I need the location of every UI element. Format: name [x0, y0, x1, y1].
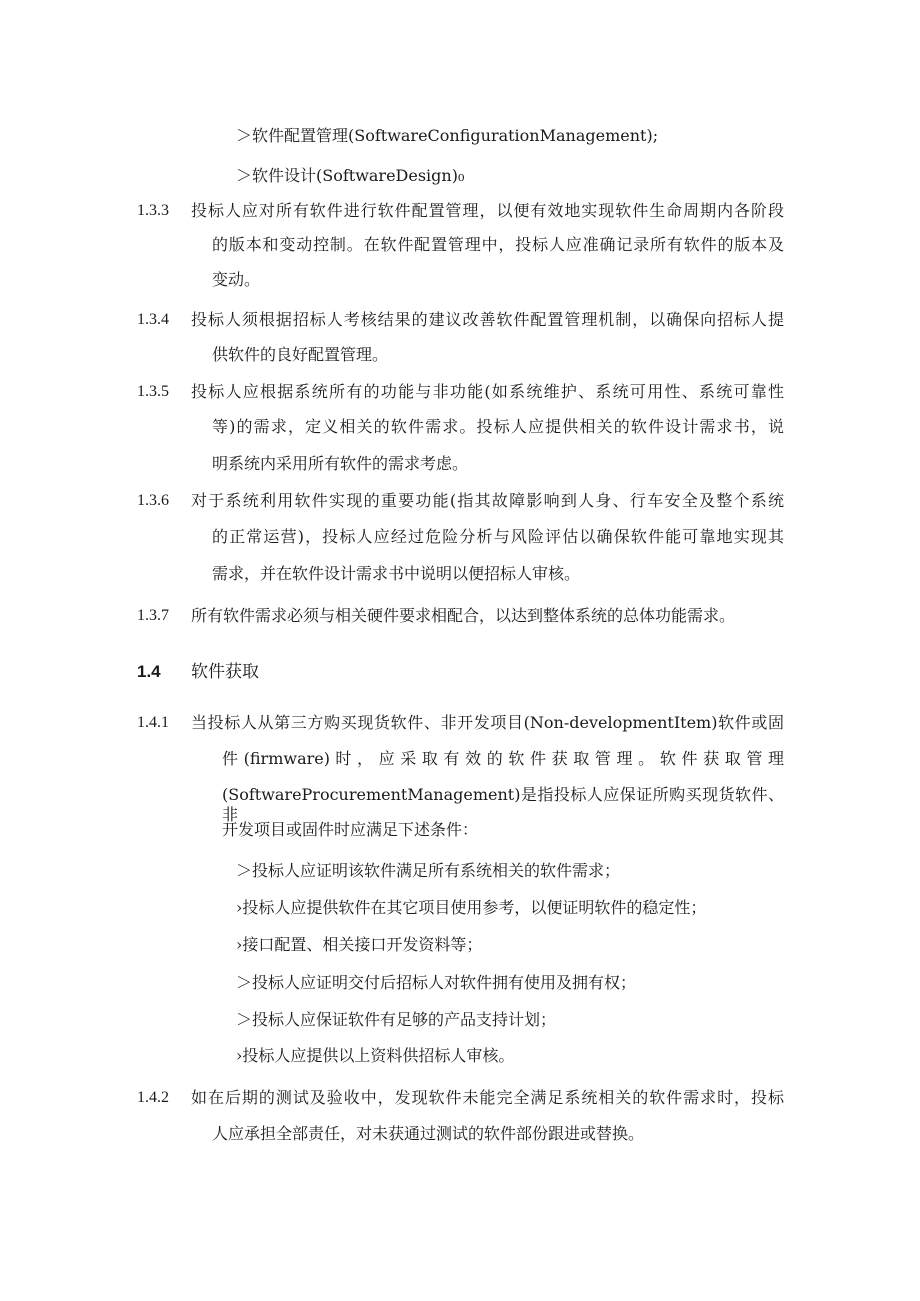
clause-1-4-1-line: 件 (firmware) 时 ， 应 采 取 有 效 的 软 件 获 取 管 理 。 软 件 获 取 管 理	[222, 749, 784, 768]
clause-1-3-5-line: 等)的需求，定义相关的软件需求。投标人应提供相关的软件设计需求书，说	[212, 417, 784, 436]
clause-1-4-1-line: (SoftwareProcurementManagement)是指投标人应保证所购买现货软件、非	[222, 785, 784, 824]
clause-1-3-7-line: 所有软件需求必须与相关硬件要求相配合，以达到整体系统的总体功能需求。	[191, 606, 736, 625]
bullet-software-config-mgmt: ＞软件配置管理(SoftwareConfigurationManagement);	[236, 126, 659, 145]
clause-number-1-3-5: 1.3.5	[137, 383, 169, 400]
bullet-item: ›投标人应提供软件在其它项目使用参考，以便证明软件的稳定性；	[236, 898, 707, 917]
clause-1-4-2-line: 如在后期的测试及验收中，发现软件未能完全满足系统相关的软件需求时，投标	[191, 1088, 784, 1107]
clause-number-1-3-4: 1.3.4	[137, 311, 169, 328]
clause-1-3-6-line: 对于系统利用软件实现的重要功能(指其故障影响到人身、行车安全及整个系统	[191, 491, 784, 510]
clause-1-3-5-line: 投标人应根据系统所有的功能与非功能(如系统维护、系统可用性、系统可靠性	[191, 382, 784, 401]
clause-1-3-6-line: 的正常运营)，投标人应经过危险分析与风险评估以确保软件能可靠地实现其	[212, 527, 784, 546]
bullet-item: ›接口配置、相关接口开发资料等；	[236, 935, 483, 954]
clause-number-1-4-1: 1.4.1	[137, 714, 169, 731]
clause-number-1-3-6: 1.3.6	[137, 492, 169, 509]
section-number-1-4: 1.4	[137, 662, 161, 681]
clause-1-3-6-line: 需求，并在软件设计需求书中说明以便招标人审核。	[212, 564, 581, 583]
clause-number-1-3-7: 1.3.7	[137, 607, 169, 624]
clause-number-1-4-2: 1.4.2	[137, 1089, 169, 1106]
clause-1-3-3-line: 变动。	[212, 270, 261, 289]
clause-1-3-4-line: 供软件的良好配置管理。	[212, 345, 389, 364]
bullet-software-design: ＞软件设计(SoftwareDesign)₀	[236, 166, 465, 185]
clause-1-4-1-line: 开发项目或固件时应满足下述条件：	[222, 820, 479, 839]
clause-1-4-1-line: 当投标人从第三方购买现货软件、非开发项目(Non-developmentItem)软件或固	[191, 713, 784, 732]
bullet-item: ＞投标人应保证软件有足够的产品支持计划；	[236, 1010, 557, 1029]
clause-number-1-3-3: 1.3.3	[137, 202, 169, 219]
clause-1-3-3-line: 投标人应对所有软件进行软件配置管理，以便有效地实现软件生命周期内各阶段	[191, 201, 784, 220]
bullet-item: ＞投标人应证明该软件满足所有系统相关的软件需求；	[236, 861, 621, 880]
section-title-software-acquisition: 软件获取	[191, 662, 259, 682]
clause-1-4-2-line: 人应承担全部责任，对未获通过测试的软件部份跟进或替换。	[212, 1124, 645, 1143]
clause-1-3-4-line: 投标人须根据招标人考核结果的建议改善软件配置管理机制，以确保向招标人提	[191, 310, 784, 329]
clause-1-3-3-line: 的版本和变动控制。在软件配置管理中，投标人应准确记录所有软件的版本及	[212, 235, 784, 254]
clause-1-3-5-line: 明系统内采用所有软件的需求考虑。	[212, 454, 469, 473]
bullet-item: ＞投标人应证明交付后招标人对软件拥有使用及拥有权；	[236, 973, 637, 992]
bullet-item: ›投标人应提供以上资料供招标人审核。	[236, 1046, 515, 1065]
